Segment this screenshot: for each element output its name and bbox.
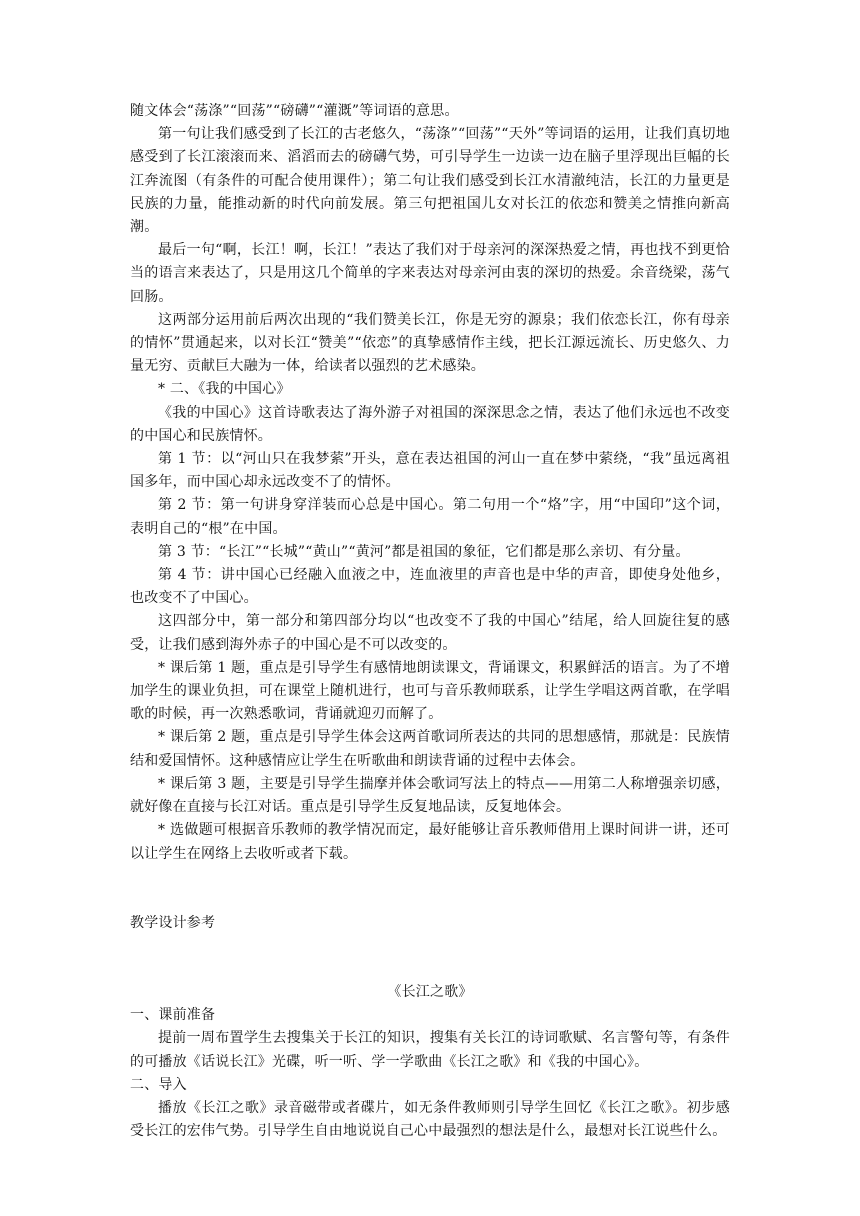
paragraph-two-parts-summary: 这两部分运用前后两次出现的“我们赞美长江，你是无穷的源泉；我们依恋长江，你有母亲的情怀”贯通起来，以对长江“赞美”“依恋”的真挚感情作主线，把长江源远流长、历史悠久、力量无穷、贡献巨大融为一体，给读者以强烈的艺术感染。 bbox=[130, 311, 730, 375]
paragraph-exercise-3: * 课后第 3 题，主要是引导学生揣摩并体会歌词写法上的特点——用第二人称增强亲切感，就好像在直接与长江对话。重点是引导学生反复地品读，反复地体会。 bbox=[130, 775, 730, 816]
paragraph-section-3: 第 3 节：“长江”“长城”“黄山”“黄河”都是祖国的象征，它们都是那么亲切、有分量。 bbox=[158, 543, 690, 560]
paragraph-poem-overview: 《我的中国心》这首诗歌表达了海外游子对祖国的深深思念之情，表达了他们永远也不改变的中国心和民族情怀。 bbox=[130, 404, 730, 444]
section-heading-introduction: 二、导入 bbox=[130, 1076, 187, 1093]
lesson-title: 《长江之歌》 bbox=[387, 983, 473, 1000]
section-heading-teaching-design: 教学设计参考 bbox=[130, 914, 216, 931]
paragraph-section-2: 第 2 节：第一句讲身穿洋装而心总是中国心。第二句用一个“烙”字，用“中国印”这个词，表明自己的“根”在中国。 bbox=[130, 497, 730, 537]
paragraph-intro: 随文体会“荡涤”“回荡”“磅礴”“灌溉”等词语的意思。 bbox=[130, 103, 459, 119]
paragraph-four-parts-summary: 这四部分中，第一部分和第四部分均以“也改变不了我的中国心”结尾，给人回旋往复的感受，让我们感到海外赤子的中国心是不可以改变的。 bbox=[130, 613, 730, 653]
paragraph-first-sentence-analysis: 第一句让我们感受到了长江的古老悠久，“荡涤”“回荡”“天外”等词语的运用，让我们真切地感受到了长江滚滚而来、滔滔而去的磅礴气势，可引导学生一边读一边在脑子里浮现出巨幅的长江奔流图（有条件的可配合使用课件）；第二句让我们感受到长江水清澈纯洁，长江的力量更是民族的力量，能推动新的时代向前发展。第三句把祖国儿女对长江的依恋和赞美之情推向新高潮。 bbox=[130, 126, 730, 236]
paragraph-exercise-1: * 课后第 1 题，重点是引导学生有感情地朗读课文，背诵课文，积累鲜活的语言。为了不增加学生的课业负担，可在课堂上随机进行，也可与音乐教师联系，让学生学唱这两首歌，在学唱歌的时候，再一次熟悉歌词，背诵就迎刃而解了。 bbox=[130, 659, 730, 723]
paragraph-preparation: 提前一周布置学生去搜集关于长江的知识，搜集有关长江的诗词歌赋、名言警句等，有条件的可播放《话说长江》光碟，听一听、学一学歌曲《长江之歌》和《我的中国心》。 bbox=[130, 1030, 730, 1070]
paragraph-section-1: 第 1 节：以“河山只在我梦萦”开头，意在表达祖国的河山一直在梦中萦绕，“我”虽远离祖国多年，而中国心却永远改变不了的情怀。 bbox=[130, 451, 730, 491]
paragraph-exercise-2: * 课后第 2 题，重点是引导学生体会这两首歌词所表达的共同的思想感情，那就是：民族情结和爱国情怀。这种感情应让学生在听歌曲和朗读背诵的过程中去体会。 bbox=[130, 729, 730, 769]
paragraph-introduction: 播放《长江之歌》录音磁带或者碟片，如无条件教师则引导学生回忆《长江之歌》。初步感受长江的宏伟气势。引导学生自由地说说自己心中最强烈的想法是什么，最想对长江说些什么。 bbox=[130, 1099, 730, 1140]
paragraph-optional-exercise: * 选做题可根据音乐教师的教学情况而定，最好能够让音乐教师借用上课时间讲一讲，还可以让学生在网络上去收听或者下载。 bbox=[130, 822, 730, 862]
document-page bbox=[130, 100, 730, 1143]
section-heading-preparation: 一、课前准备 bbox=[130, 1007, 216, 1024]
paragraph-last-sentence-analysis: 最后一句“啊，长江！啊，长江！”表达了我们对于母亲河的深深热爱之情，再也找不到更恰当的语言来表达了，只是用这几个简单的字来表达对母亲河由衷的深切的热爱。余音绕梁，荡气回肠。 bbox=[130, 242, 730, 305]
paragraph-section-4: 第 4 节：讲中国心已经融入血液之中，连血液里的声音也是中华的声音，即使身处他乡，也改变不了中国心。 bbox=[130, 567, 730, 607]
section-heading-my-chinese-heart: * 二、《我的中国心》 bbox=[158, 381, 291, 398]
